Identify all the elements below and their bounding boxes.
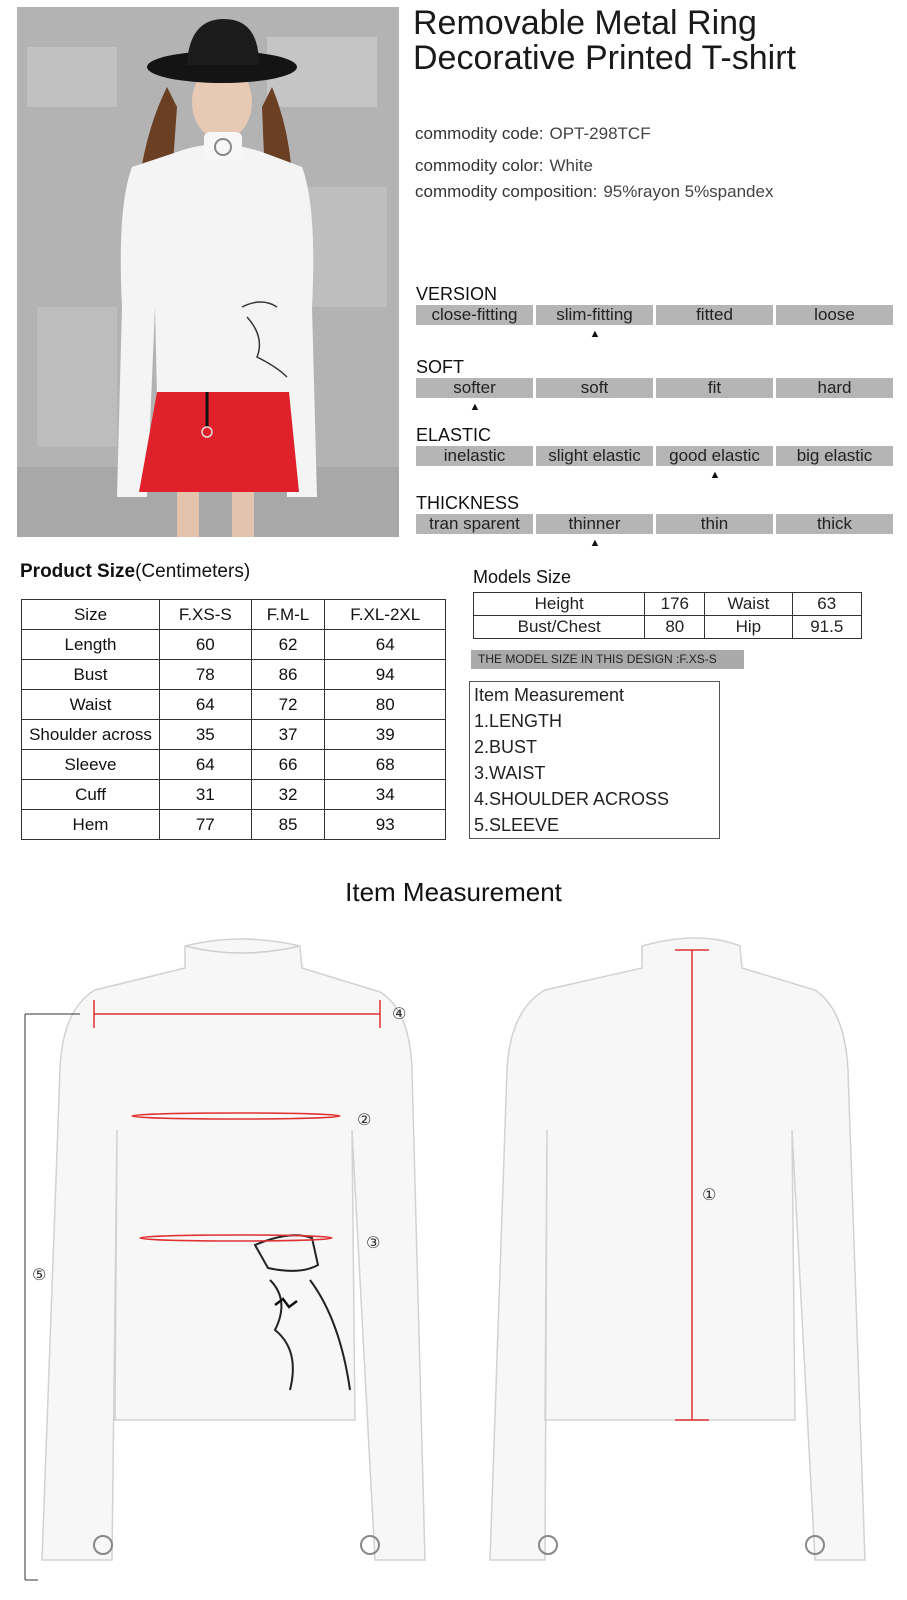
scale-elastic-option-1: inelastic <box>416 446 533 466</box>
product-photo <box>17 7 399 537</box>
commodity-code <box>415 124 651 144</box>
measurement-list-item: 1.LENGTH <box>474 711 563 731</box>
table-cell: 34 <box>325 780 446 810</box>
table-row <box>22 690 446 720</box>
table-cell: 93 <box>325 810 446 840</box>
table-row <box>22 630 446 660</box>
table-cell: 91.5 <box>792 616 861 639</box>
mark-shoulder-across: ④ <box>392 1004 407 1023</box>
table-cell: Bust/Chest <box>474 616 645 639</box>
scale-soft-option-2: soft <box>536 378 653 398</box>
table-cell: 31 <box>160 780 252 810</box>
table-cell: Waist <box>22 690 160 720</box>
product-size-table <box>21 599 446 840</box>
scale-version-option-3: fitted <box>656 305 773 325</box>
table-cell: 72 <box>251 690 325 720</box>
scale-soft <box>416 356 893 413</box>
table-cell: Hip <box>705 616 792 639</box>
scale-version-label: VERSION <box>416 284 498 304</box>
product-size-title-bold: Product Size <box>20 561 136 582</box>
table-cell: 63 <box>792 593 861 616</box>
model-design-note: THE MODEL SIZE IN THIS DESIGN :F.XS-S <box>471 650 744 669</box>
table-cell: Waist <box>705 593 792 616</box>
table-cell: Cuff <box>22 780 160 810</box>
product-size-title-unit: (Centimeters) <box>135 561 251 582</box>
table-cell: 35 <box>160 720 252 750</box>
scale-thickness-option-2: thinner <box>536 514 653 534</box>
mark-length: ① <box>702 1185 717 1204</box>
measurement-list-item: 4.SHOULDER ACROSS <box>474 789 670 809</box>
mark-sleeve: ⑤ <box>32 1265 47 1284</box>
table-cell: 176 <box>645 593 705 616</box>
commodity-composition-label: commodity composition: <box>415 182 598 201</box>
commodity-color-value: White <box>549 156 593 175</box>
table-cell: Sleeve <box>22 750 160 780</box>
scale-thickness-option-4: thick <box>776 514 893 534</box>
scale-elastic-label: ELASTIC <box>416 425 492 445</box>
table-cell: 85 <box>251 810 325 840</box>
scale-soft-option-1: softer <box>416 378 533 398</box>
scale-soft-option-4: hard <box>776 378 893 398</box>
scale-thickness-label: THICKNESS <box>416 493 520 513</box>
scale-version-option-2: slim-fitting <box>536 305 653 325</box>
measurement-list-title: Item Measurement <box>474 685 625 705</box>
table-cell: Hem <box>22 810 160 840</box>
table-row <box>22 660 446 690</box>
scale-soft-option-3: fit <box>656 378 773 398</box>
table-cell: Height <box>474 593 645 616</box>
item-measurement-heading: Item Measurement <box>345 877 562 907</box>
table-header-cell: F.M-L <box>251 600 325 630</box>
table-row <box>22 750 446 780</box>
commodity-code-label: commodity code: <box>415 124 544 143</box>
scale-thickness <box>416 492 893 549</box>
mark-bust: ② <box>357 1110 372 1129</box>
table-header-row <box>22 600 446 630</box>
back-shirt <box>490 938 865 1560</box>
measurement-list-item: 5.SLEEVE <box>474 815 560 835</box>
table-row <box>474 616 862 639</box>
title-line-2: Decorative Printed T-shirt <box>413 39 796 77</box>
mark-waist: ③ <box>366 1233 381 1252</box>
table-row <box>474 593 862 616</box>
table-cell: 60 <box>160 630 252 660</box>
commodity-code-value: OPT-298TCF <box>549 124 651 143</box>
scale-soft-label: SOFT <box>416 357 464 377</box>
table-cell: 32 <box>251 780 325 810</box>
shirt-diagram-svg <box>0 920 907 1590</box>
scale-version <box>416 283 893 340</box>
models-size-title: Models Size <box>473 567 572 587</box>
product-title <box>413 6 893 76</box>
table-row <box>22 780 446 810</box>
table-header-cell: F.XS-S <box>160 600 252 630</box>
title-line-1: Removable Metal Ring <box>413 4 757 42</box>
measurement-diagram <box>0 920 907 1595</box>
table-cell: 80 <box>325 690 446 720</box>
scale-elastic-option-4: big elastic <box>776 446 893 466</box>
model-illustration <box>17 7 399 537</box>
front-shirt <box>25 939 425 1580</box>
scale-elastic-option-3: good elastic <box>656 446 773 466</box>
table-row <box>22 810 446 840</box>
measurement-list-item: 2.BUST <box>474 737 538 757</box>
scale-elastic-marker: ▲ <box>709 469 721 481</box>
table-cell: 64 <box>160 690 252 720</box>
scale-version-option-1: close-fitting <box>416 305 533 325</box>
table-cell: 62 <box>251 630 325 660</box>
scale-thickness-marker: ▲ <box>589 537 601 549</box>
measurement-list-box <box>469 681 720 839</box>
commodity-composition-value: 95%rayon 5%spandex <box>603 182 774 201</box>
table-cell: 80 <box>645 616 705 639</box>
table-cell: 78 <box>160 660 252 690</box>
commodity-color <box>415 156 593 176</box>
scale-thickness-option-1: tran sparent <box>416 514 533 534</box>
table-cell: Bust <box>22 660 160 690</box>
scale-soft-marker: ▲ <box>469 401 481 413</box>
table-cell: 86 <box>251 660 325 690</box>
table-cell: Length <box>22 630 160 660</box>
models-size-table <box>473 592 862 639</box>
commodity-composition <box>415 182 773 202</box>
table-cell: 94 <box>325 660 446 690</box>
product-size-title <box>20 561 250 583</box>
commodity-color-label: commodity color: <box>415 156 544 175</box>
table-row <box>22 720 446 750</box>
table-cell: 64 <box>160 750 252 780</box>
table-cell: 64 <box>325 630 446 660</box>
table-cell: Shoulder across <box>22 720 160 750</box>
table-header-cell: F.XL-2XL <box>325 600 446 630</box>
scale-thickness-option-3: thin <box>656 514 773 534</box>
scale-elastic <box>416 424 893 481</box>
measurement-list-item: 3.WAIST <box>474 763 546 783</box>
scale-version-option-4: loose <box>776 305 893 325</box>
scale-elastic-option-2: slight elastic <box>536 446 653 466</box>
table-header-cell: Size <box>22 600 160 630</box>
table-cell: 39 <box>325 720 446 750</box>
table-cell: 77 <box>160 810 252 840</box>
table-cell: 66 <box>251 750 325 780</box>
table-cell: 68 <box>325 750 446 780</box>
table-cell: 37 <box>251 720 325 750</box>
scale-version-marker: ▲ <box>589 328 601 340</box>
